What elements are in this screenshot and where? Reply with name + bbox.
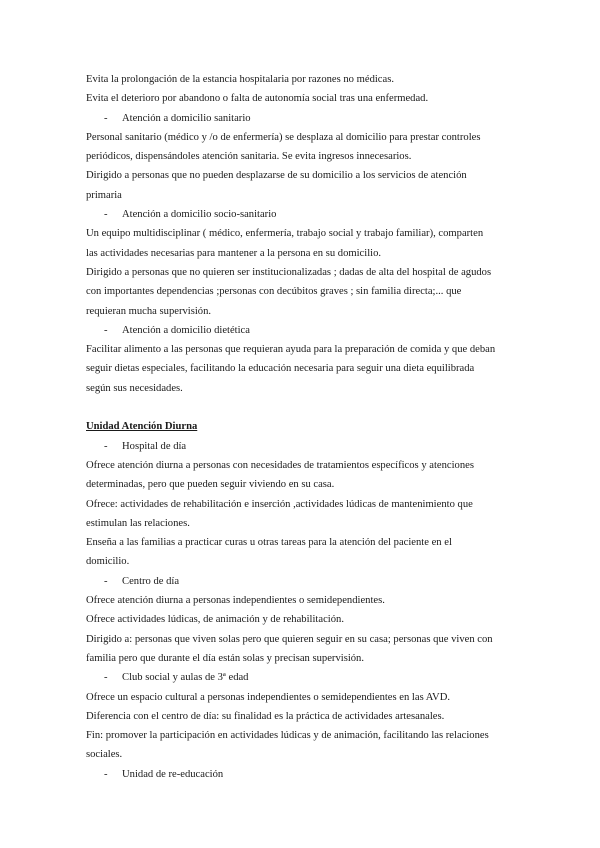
paragraph-line: Facilitar alimento a las personas que requieran ayuda para la preparación de comida y que deban [86, 344, 496, 356]
paragraph-line: estimulan las relaciones. [86, 517, 190, 529]
paragraph-line: con importantes dependencias ;personas con decúbitos graves ; sin familia directa;... que [86, 286, 462, 298]
paragraph-line: Dirigido a personas que no quieren ser institucionalizadas ; dadas de alta del hospital de agudos [86, 266, 492, 278]
bullet-item [86, 668, 526, 687]
bullet-item [86, 321, 526, 340]
paragraph-line: domicilio. [86, 556, 130, 568]
document-page [86, 70, 526, 784]
paragraph-line: familia pero que durante el día están solas y precisan supervisión. [86, 652, 364, 664]
bullet-item [86, 205, 526, 224]
bullet-item [86, 572, 526, 591]
bullet-item [86, 109, 526, 128]
paragraph-line: Enseña a las familias a practicar curas u otras tareas para la atención del paciente en el [86, 537, 452, 549]
paragraph-line: sociales. [86, 749, 123, 761]
paragraph-line: Fin: promover la participación en actividades lúdicas y de animación, facilitando las relaciones [86, 730, 489, 742]
bullet-label: Hospital de día [122, 440, 187, 452]
paragraph-line: Ofrece atención diurna a personas independientes o semidependientes. [86, 595, 385, 607]
paragraph-line: seguir dietas especiales, facilitando la educación necesaria para seguir una dieta equilibrada [86, 363, 475, 375]
bullet-label: Atención a domicilio dietética [122, 324, 250, 336]
bullet-label: Unidad de re-educación [122, 768, 224, 780]
paragraph-line: Dirigido a: personas que viven solas pero que quieren seguir en su casa; personas que viven con [86, 633, 493, 645]
paragraph-line: Personal sanitario (médico y /o de enfermería) se desplaza al domicilio para prestar controles [86, 131, 481, 143]
paragraph-line: periódicos, dispensándoles atención sanitaria. Se evita ingresos innecesarios. [86, 151, 412, 163]
paragraph-line: Ofrece atención diurna a personas con necesidades de tratamientos específicos y atenciones [86, 459, 474, 471]
bullet-dash: - [104, 324, 108, 336]
bullet-label: Club social y aulas de 3ª edad [122, 672, 249, 684]
bullet-dash: - [104, 575, 108, 587]
bullet-item [86, 437, 526, 456]
paragraph-line: Evita la prolongación de la estancia hospitalaria por razones no médicas. [86, 74, 394, 85]
paragraph-line: Diferencia con el centro de día: su finalidad es la práctica de actividades artesanales. [86, 710, 445, 722]
paragraph-line: Ofrece actividades lúdicas, de animación y de rehabilitación. [86, 614, 344, 626]
paragraph-line: determinadas, pero que pueden seguir viviendo en su casa. [86, 479, 335, 491]
bullet-label: Atención a domicilio sanitario [122, 112, 251, 124]
bullet-item [86, 765, 526, 784]
paragraph-line: Un equipo multidisciplinar ( médico, enfermería, trabajo social y trabajo familiar), comparten [86, 228, 484, 240]
paragraph-line: Dirigido a personas que no pueden desplazarse de su domicilio a los servicios de atención [86, 170, 467, 182]
bullet-label: Atención a domicilio socio-sanitario [122, 209, 277, 221]
paragraph-line: requieran mucha supervisión. [86, 305, 212, 317]
paragraph-line: según sus necesidades. [86, 382, 183, 394]
bullet-label: Centro de día [122, 575, 180, 587]
paragraph-line: Ofrece un espacio cultural a personas independientes o semidependientes en las AVD. [86, 691, 450, 703]
bullet-dash: - [104, 768, 108, 780]
section-heading: Unidad Atención Diurna [86, 421, 198, 433]
bullet-dash: - [104, 209, 108, 221]
bullet-dash: - [104, 440, 108, 452]
paragraph-line: Ofrece: actividades de rehabilitación e inserción ,actividades lúdicas de mantenimiento que [86, 498, 473, 510]
spacer [86, 398, 526, 417]
paragraph-line: Evita el deterioro por abandono o falta de autonomía social tras una enfermedad. [86, 93, 429, 105]
paragraph-line: las actividades necesarias para mantener a la persona en su domicilio. [86, 247, 382, 259]
paragraph-line: primaria [86, 189, 122, 201]
bullet-dash: - [104, 672, 108, 684]
bullet-dash: - [104, 112, 108, 124]
